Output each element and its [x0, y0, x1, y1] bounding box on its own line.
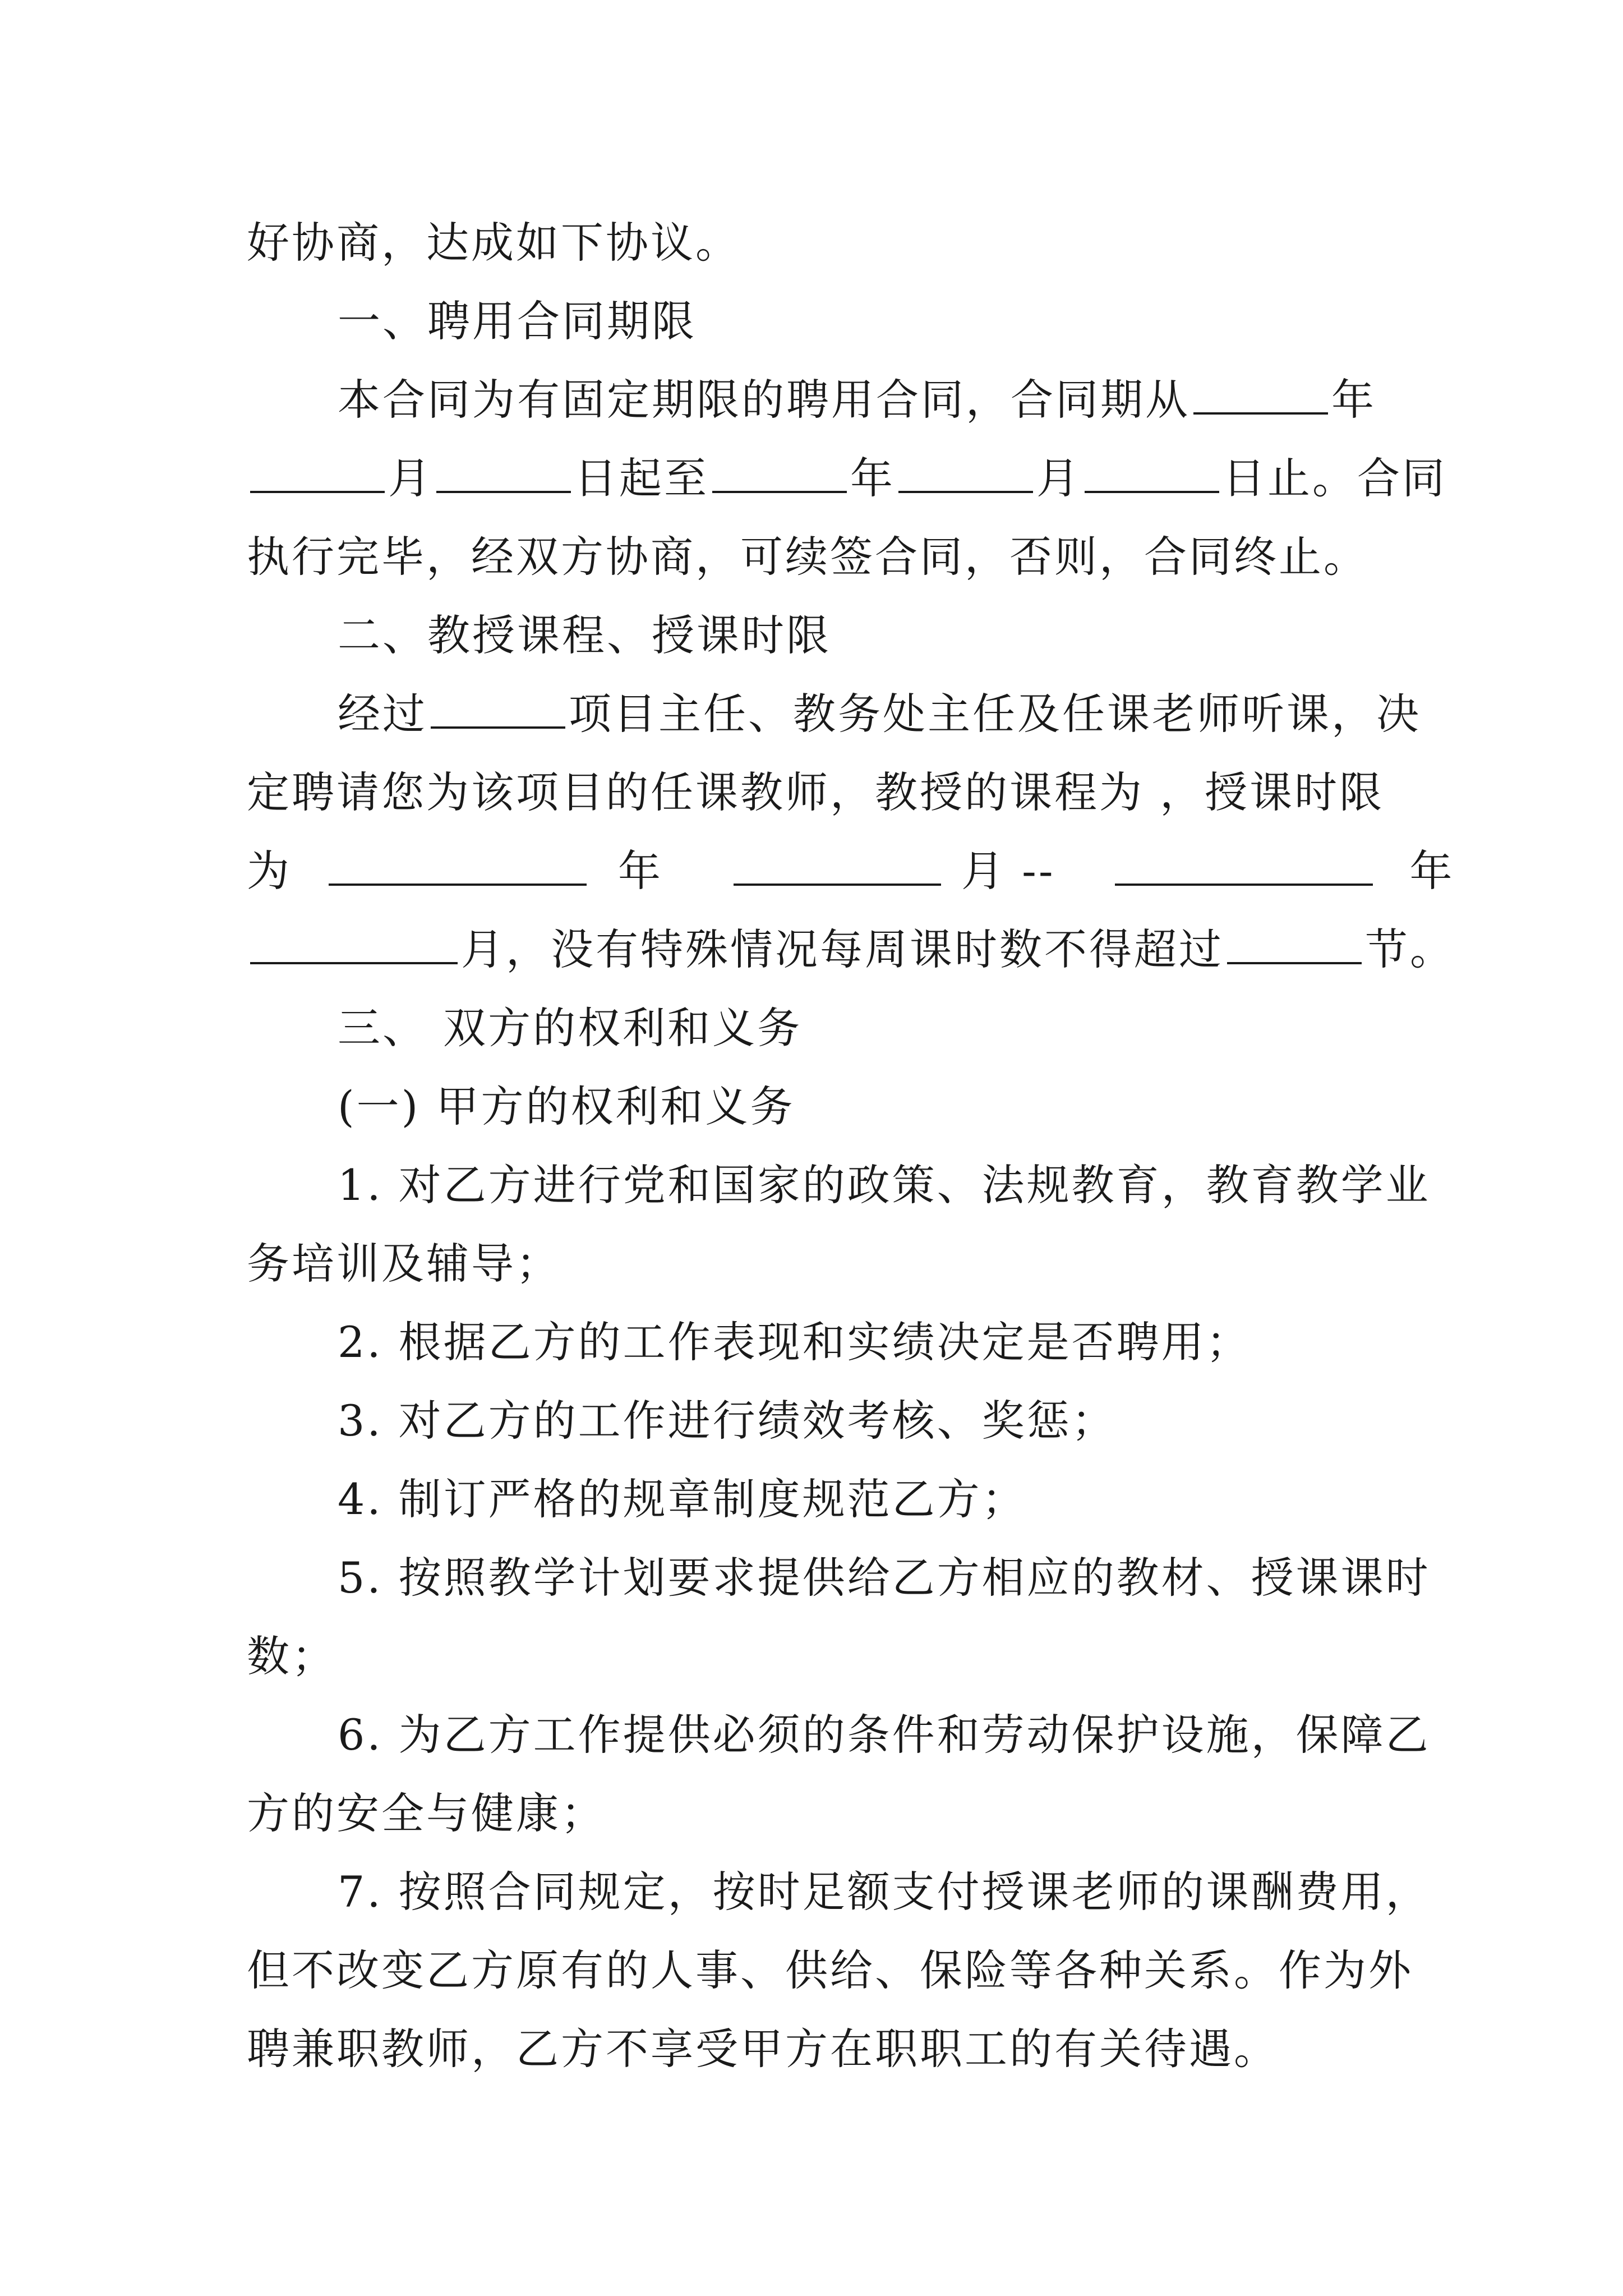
text: 执行完毕，经双方协商，可续签合同，否则，合同终止。 [247, 532, 1368, 582]
fill-in-blank[interactable] [329, 850, 587, 886]
list-item-continuation [247, 2024, 1279, 2074]
text: 1. 对乙方进行党和国家的政策、法规教育，教育教学业 [338, 1160, 1431, 1210]
text: 为 [247, 846, 292, 896]
text: (一) 甲方的权利和义务 [338, 1082, 795, 1131]
section-heading [338, 296, 697, 346]
text: 聘兼职教师，乙方不享受甲方在职职工的有关待遇。 [247, 2024, 1279, 2074]
text: 月，没有特殊情况每周课时数不得超过 [461, 924, 1224, 974]
text: 节。 [1365, 924, 1455, 974]
text: 三、 双方的权利和义务 [338, 1003, 803, 1053]
list-item [338, 1867, 1431, 1917]
text: 6. 为乙方工作提供必须的条件和劳动保护设施，保障乙 [338, 1710, 1431, 1760]
fill-in-blank[interactable] [250, 457, 385, 493]
fill-in-blank[interactable] [1115, 850, 1373, 886]
list-item-continuation [247, 1945, 1413, 1995]
text-line [247, 924, 1455, 974]
fill-in-blank[interactable] [1227, 928, 1362, 964]
text: 年 [850, 453, 895, 503]
text: 月 -- [961, 846, 1055, 896]
fill-in-blank[interactable] [734, 850, 941, 886]
text: 2. 根据乙方的工作表现和实绩决定是否聘用； [338, 1317, 1251, 1367]
list-item [338, 1160, 1431, 1210]
list-item [338, 1553, 1431, 1603]
text: 4. 制订严格的规章制度规范乙方； [338, 1474, 1027, 1524]
text: 一、聘用合同期限 [338, 296, 697, 346]
text-line [338, 375, 1376, 425]
list-item-continuation [247, 1631, 336, 1681]
text: 定聘请您为该项目的任课教师，教授的课程为 ，授课时限 [247, 767, 1385, 817]
fill-in-blank[interactable] [898, 457, 1033, 493]
text-line [338, 689, 1421, 739]
text: 7. 按照合同规定，按时足额支付授课老师的课酬费用， [338, 1867, 1431, 1917]
text: 好协商，达成如下协议。 [247, 218, 740, 268]
fill-in-blank[interactable] [431, 693, 565, 729]
text: 务培训及辅导； [247, 1239, 561, 1289]
text-line [247, 767, 1385, 817]
text: 5. 按照教学计划要求提供给乙方相应的教材、授课课时 [338, 1553, 1431, 1603]
fill-in-blank[interactable] [1193, 379, 1328, 415]
text: 年 [1331, 375, 1376, 425]
fill-in-blank[interactable] [1085, 457, 1219, 493]
text-line [247, 453, 1447, 503]
text: 年 [1409, 846, 1455, 896]
fill-in-blank[interactable] [436, 457, 571, 493]
text: 方的安全与健康； [247, 1788, 606, 1838]
text-line [247, 846, 1455, 896]
text: 本合同为有固定期限的聘用合同，合同期从 [338, 375, 1190, 425]
text-line [247, 532, 1368, 582]
text: 但不改变乙方原有的人事、供给、保险等各种关系。作为外 [247, 1945, 1413, 1995]
list-item [338, 1396, 1117, 1446]
text: 经过 [338, 689, 427, 739]
subsection-heading [338, 1082, 795, 1131]
text: 月 [1036, 453, 1081, 503]
text: 数； [247, 1631, 336, 1681]
list-item-continuation [247, 1239, 561, 1289]
text: 日起至 [574, 453, 709, 503]
text: 项目主任、教务处主任及任课老师听课，决 [569, 689, 1421, 739]
fill-in-blank[interactable] [250, 928, 458, 964]
list-item [338, 1317, 1251, 1367]
section-heading [338, 610, 831, 660]
text: 月 [388, 453, 433, 503]
text: 年 [618, 846, 663, 896]
text: 二、教授课程、授课时限 [338, 610, 831, 660]
fill-in-blank[interactable] [712, 457, 847, 493]
list-item-continuation [247, 1788, 606, 1838]
list-item [338, 1710, 1431, 1760]
text-line [247, 218, 740, 268]
text: 3. 对乙方的工作进行绩效考核、奖惩； [338, 1396, 1117, 1446]
list-item [338, 1474, 1027, 1524]
text: 日止。合同 [1223, 453, 1447, 503]
section-heading [338, 1003, 803, 1053]
